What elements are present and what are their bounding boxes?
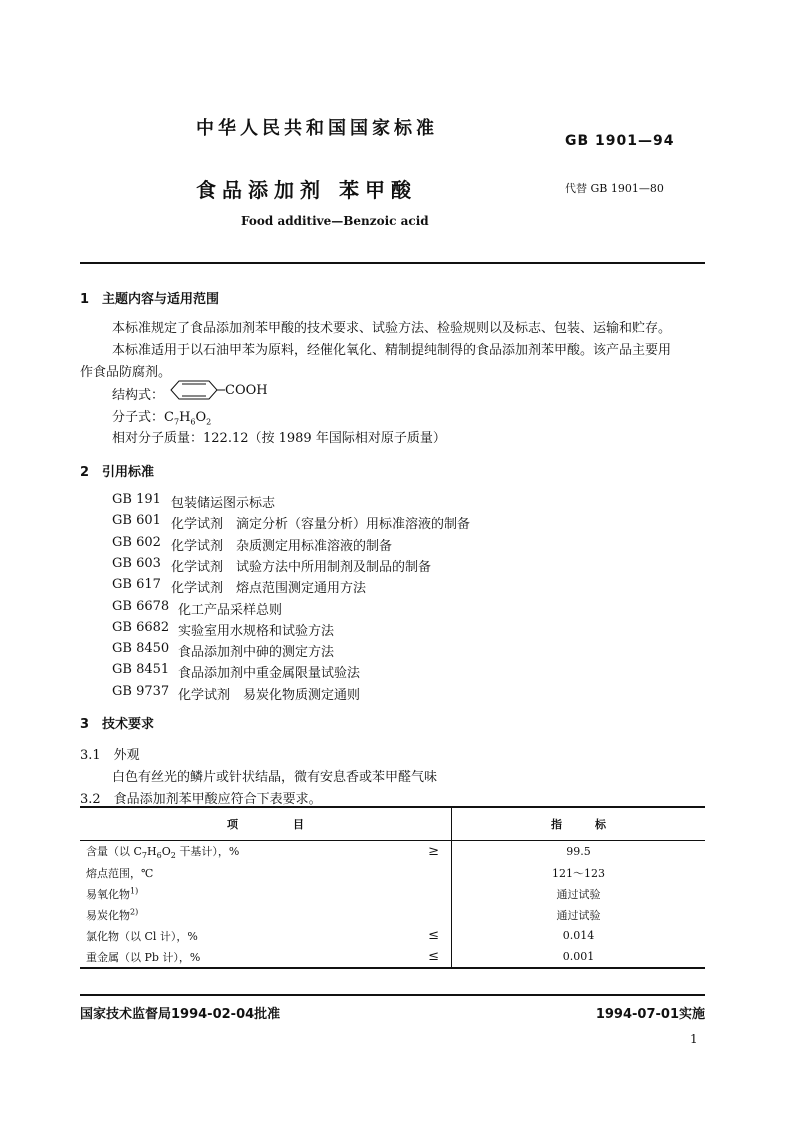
structure-group-cooh: COOH	[225, 383, 268, 398]
replaces-note: 代替 GB 1901—80	[565, 182, 664, 195]
reference-title: 食品添加剂中重金属限量试验法	[178, 666, 361, 682]
table-cell-symbol: ≤	[428, 928, 439, 943]
page-number: 1	[690, 1032, 698, 1046]
formula-line	[112, 406, 211, 427]
table-cell-value: 0.001	[452, 946, 706, 968]
reference-title: 包装储运图示标志	[171, 496, 276, 511]
table-cell-symbol	[399, 904, 452, 925]
table-cell-item: 熔点范围，℃	[86, 866, 154, 880]
reference-code: GB 617	[112, 577, 161, 593]
document-title: 食品添加剂 苯甲酸	[196, 178, 417, 202]
table-row	[80, 862, 705, 883]
table-row	[80, 904, 705, 925]
table-row	[80, 883, 705, 904]
table-cell-item: 氯化物（以 Cl 计），%	[86, 929, 198, 943]
table-row	[80, 946, 705, 968]
table-cell-item: 含量（以 $C_7H_6O_2$ 干基计），%	[86, 844, 240, 861]
reference-code: GB 601	[112, 513, 161, 529]
table-row	[80, 925, 705, 946]
reference-code: GB 602	[112, 534, 161, 550]
header-rule	[80, 262, 705, 264]
footer-rule	[80, 994, 705, 996]
effective-date-note: 1994-07-01实施	[595, 1007, 705, 1022]
table-cell-symbol: ≤	[399, 946, 452, 968]
section-1-para-2b: 作食品防腐剂。	[80, 365, 172, 380]
reference-code: GB 8451	[112, 662, 170, 678]
reference-title: 化学试剂 杂质测定用标准溶液的制备	[171, 538, 393, 554]
spec-table-header	[80, 807, 705, 841]
standard-org-title: 中华人民共和国国家标准	[196, 118, 438, 139]
reference-title: 化学试剂 试验方法中所用制剂及制品的制备	[171, 559, 432, 575]
section-3-heading: 3 技术要求	[80, 717, 155, 732]
structure-label: 结构式：	[112, 388, 165, 403]
table-cell-value: 通过试验	[452, 904, 706, 925]
table-cell-value: 99.5	[452, 841, 706, 863]
table-cell-item: 易炭化物$^{2)}$	[86, 906, 139, 922]
reference-code: GB 191	[112, 492, 161, 507]
molecular-mass-line: 相对分子质量：122.12（按 1989 年国际相对原子质量）	[112, 431, 446, 446]
benzene-ring-icon	[165, 378, 225, 402]
reference-code: GB 6678	[112, 598, 170, 614]
table-row	[80, 841, 705, 863]
column-header-value: 指 标	[452, 807, 706, 841]
reference-title: 化工产品采样总则	[178, 602, 283, 618]
table-cell-value: 通过试验	[452, 883, 706, 904]
reference-title: 实验室用水规格和试验方法	[178, 623, 335, 639]
molecular-formula: $C_7H_6O_2$	[164, 410, 212, 427]
reference-code: GB 8450	[112, 641, 170, 657]
reference-title: 化学试剂 滴定分析（容量分析）用标准溶液的制备	[171, 517, 471, 533]
reference-code: GB 603	[112, 555, 161, 571]
column-header-item: 项 目	[80, 807, 452, 841]
section-3-1-text: 白色有丝光的鳞片或针状结晶，微有安息香或苯甲醛气味	[112, 770, 438, 785]
reference-code: GB 6682	[112, 619, 170, 635]
section-2-heading: 2 引用标准	[80, 465, 155, 480]
section-1-para-2a: 本标准适用于以石油甲苯为原料，经催化氧化、精制提纯制得的食品添加剂苯甲酸。该产品主要用	[112, 343, 672, 358]
english-title: Food additive—Benzoic acid	[241, 214, 429, 228]
standard-code: GB 1901—94	[565, 133, 675, 149]
table-cell-symbol: ≥	[428, 844, 439, 859]
table-cell-symbol	[399, 862, 452, 883]
table-cell-item: 易氧化物$^{1)}$	[86, 885, 139, 901]
reference-title: 化学试剂 易炭化物质测定通则	[178, 687, 361, 703]
table-cell-item: 重金属（以 Pb 计），%	[80, 946, 399, 968]
table-cell-symbol	[399, 883, 452, 904]
table-cell-value: 121～123	[452, 862, 706, 883]
section-3-1-heading: 3.1 外观	[80, 748, 140, 763]
section-3-2-heading: 3.2 食品添加剂苯甲酸应符合下表要求。	[80, 792, 322, 807]
section-1-heading: 1 主题内容与适用范围	[80, 292, 220, 307]
section-1-para-1: 本标准规定了食品添加剂苯甲酸的技术要求、试验方法、检验规则以及标志、包装、运输和贮存。	[112, 321, 672, 336]
reference-title: 食品添加剂中砷的测定方法	[178, 645, 335, 661]
reference-code: GB 9737	[112, 683, 170, 699]
spec-table	[80, 806, 705, 969]
reference-title: 化学试剂 熔点范围测定通用方法	[171, 581, 367, 597]
formula-label: 分子式：	[112, 410, 165, 425]
table-cell-value: 0.014	[452, 925, 706, 946]
approval-note: 国家技术监督局1994-02-04批准	[80, 1007, 281, 1022]
